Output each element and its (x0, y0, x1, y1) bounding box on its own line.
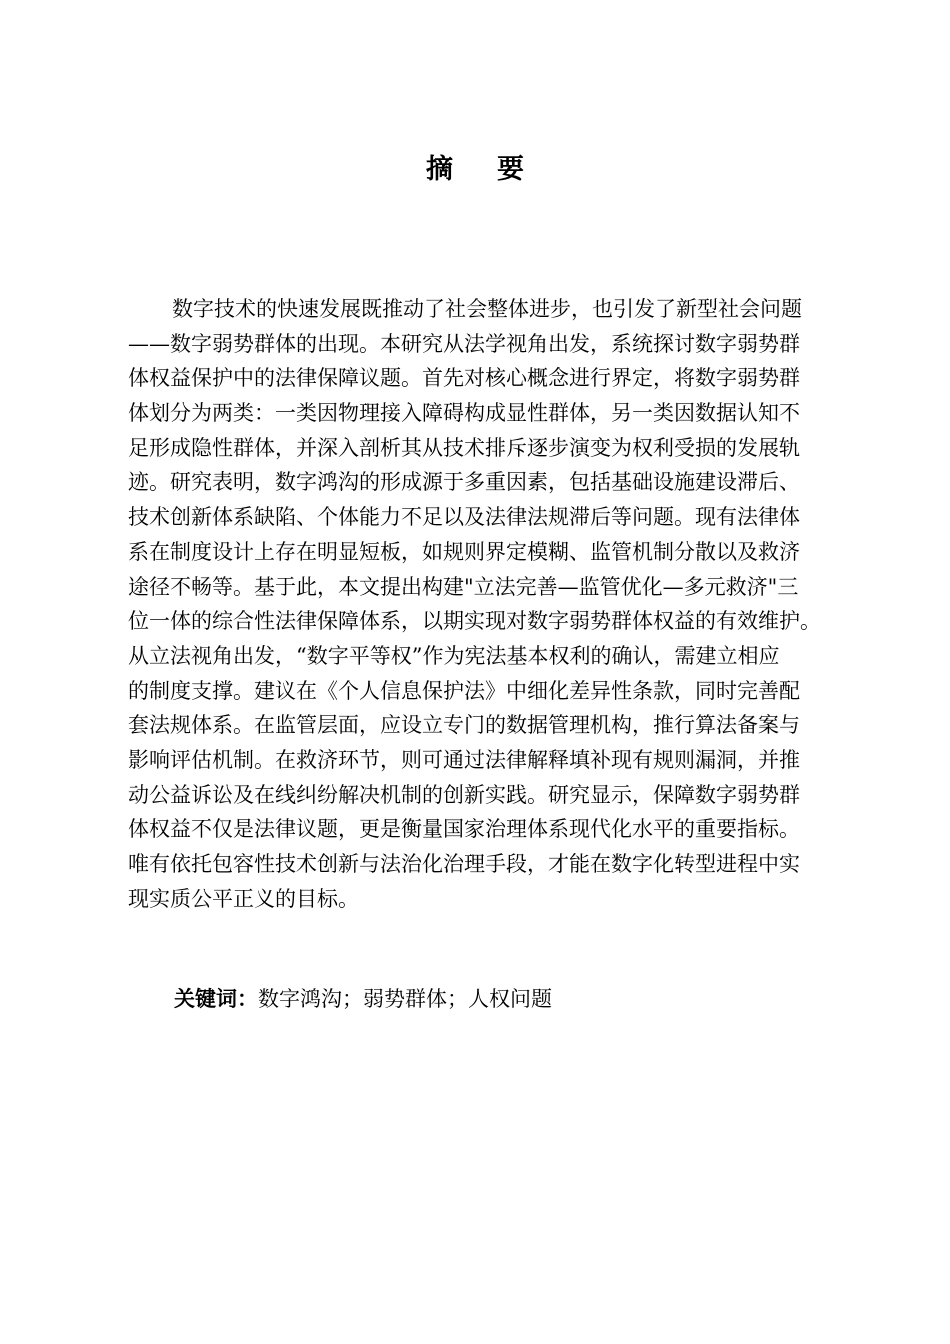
abstract-line: 途径不畅等。基于此，本文提出构建"立法完善—监管优化—多元救济"三 (128, 574, 799, 599)
abstract-line: 从立法视角出发，“数字平等权”作为宪法基本权利的确认，需建立相应 (128, 643, 780, 668)
abstract-line: 体划分为两类：一类因物理接入障碍构成显性群体，另一类因数据认知不 (128, 401, 800, 426)
abstract-line: 现实质公平正义的目标。 (128, 886, 359, 911)
abstract-line: ——数字弱势群体的出现。本研究从法学视角出发，系统探讨数字弱势群 (128, 331, 800, 356)
abstract-title: 摘要 (426, 154, 568, 185)
abstract-line: 影响评估机制。在救济环节，则可通过法律解释填补现有规则漏洞，并推 (128, 747, 800, 772)
abstract-line: 位一体的综合性法律保障体系，以期实现对数字弱势群体权益的有效维护。 (128, 609, 821, 634)
abstract-line: 技术创新体系缺陷、个体能力不足以及法律法规滞后等问题。现有法律体 (128, 505, 800, 530)
abstract-line: 唯有依托包容性技术创新与法治化治理手段，才能在数字化转型进程中实 (128, 852, 800, 876)
abstract-line: 体权益保护中的法律保障议题。首先对核心概念进行界定，将数字弱势群 (128, 366, 800, 391)
keywords-label: 关键词： (174, 987, 258, 1011)
abstract-line: 足形成隐性群体，并深入剖析其从技术排斥逐步演变为权利受损的发展轨 (128, 435, 800, 460)
keywords (174, 982, 552, 1016)
abstract-line: 数字技术的快速发展既推动了社会整体进步，也引发了新型社会问题 (172, 297, 802, 321)
abstract-line: 系在制度设计上存在明显短板，如规则界定模糊、监管机制分散以及救济 (128, 539, 800, 564)
abstract-line: 动公益诉讼及在线纠纷解决机制的创新实践。研究显示，保障数字弱势群 (128, 782, 800, 807)
keywords-value: 数字鸿沟；弱势群体；人权问题 (258, 987, 552, 1011)
abstract-line: 套法规体系。在监管层面，应设立专门的数据管理机构，推行算法备案与 (128, 713, 800, 738)
abstract-line: 的制度支撑。建议在《个人信息保护法》中细化差异性条款，同时完善配 (128, 678, 800, 703)
abstract-line: 体权益不仅是法律议题，更是衡量国家治理体系现代化水平的重要指标。 (128, 817, 800, 842)
abstract-body (128, 292, 863, 916)
abstract-line: 迹。研究表明，数字鸿沟的形成源于多重因素，包括基础设施建设滞后、 (128, 470, 800, 495)
